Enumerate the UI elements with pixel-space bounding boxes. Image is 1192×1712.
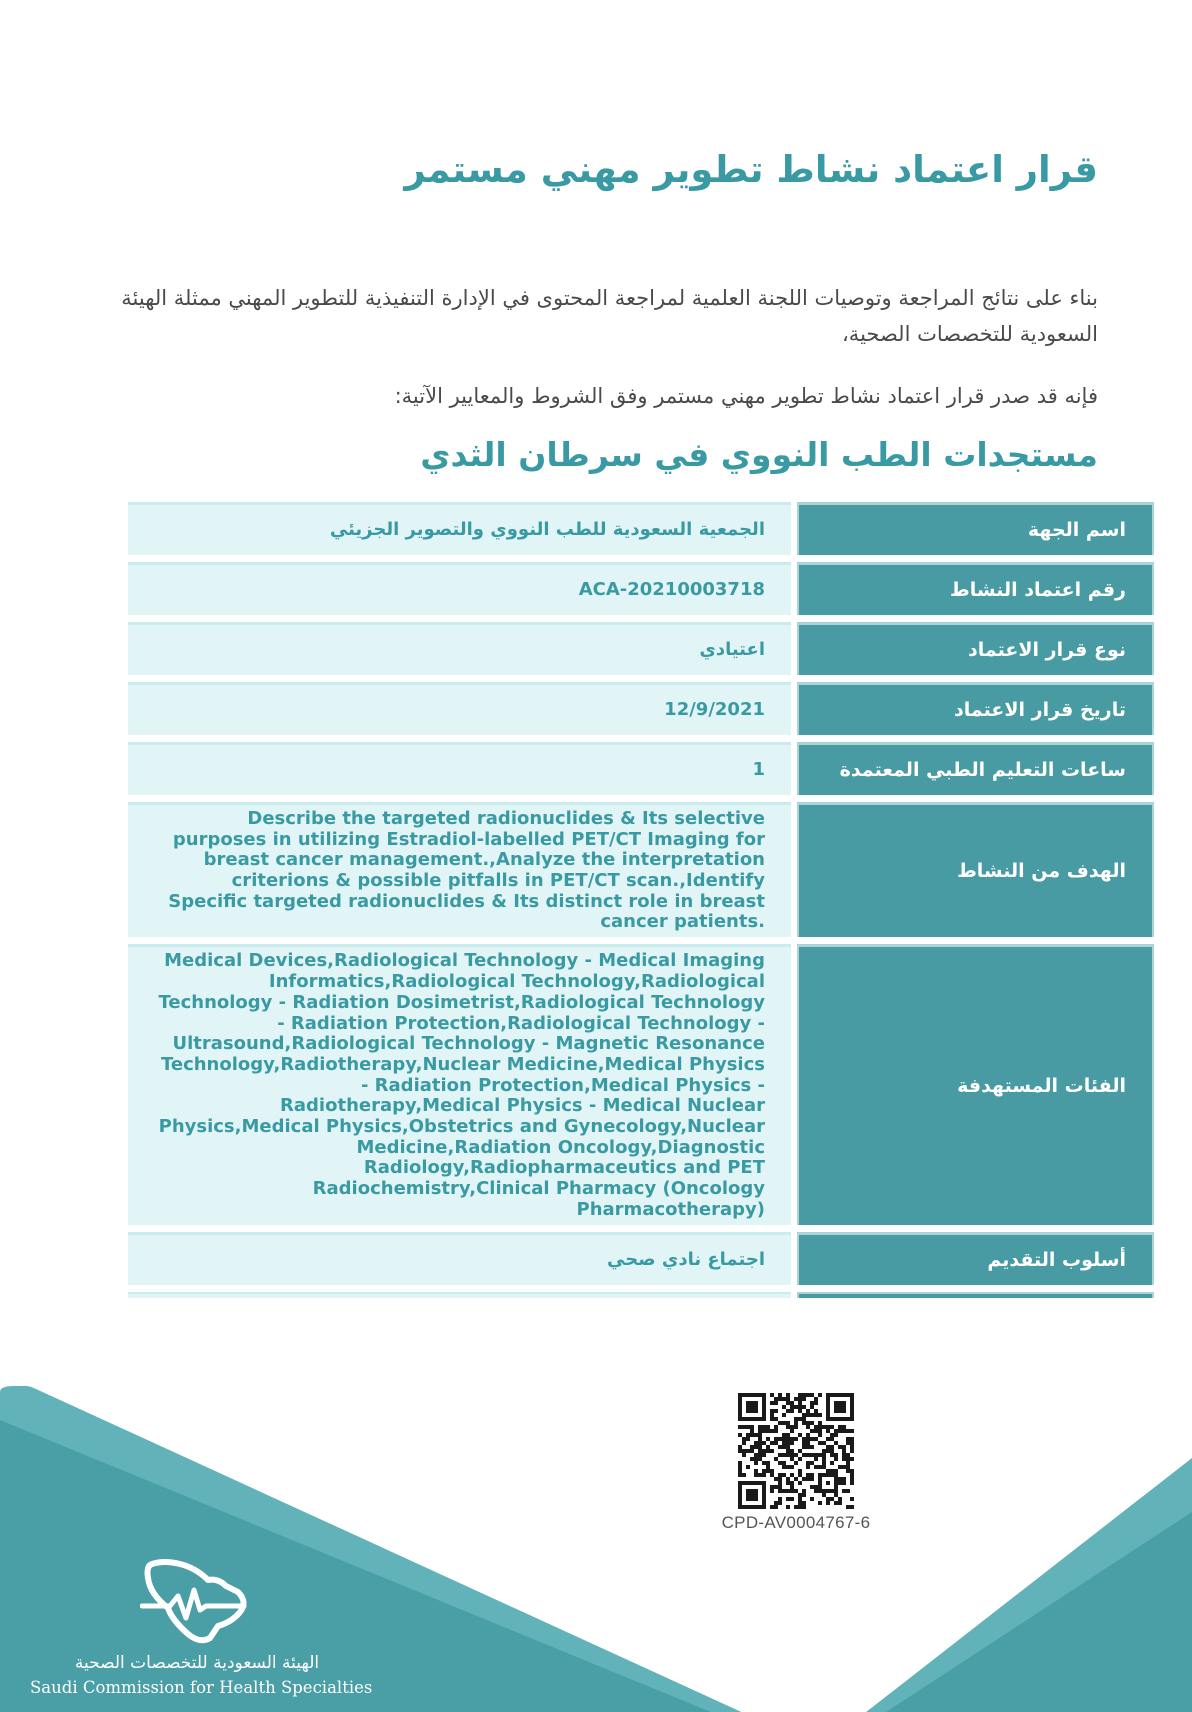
table-row [128,682,1154,735]
org-name-arabic: الهيئة السعودية للتخصصات الصحية [74,1653,320,1673]
details-label: ساعات التعليم الطبي المعتمدة [797,742,1154,795]
intro-decision: فإنه قد صدر قرار اعتماد نشاط تطوير مهني مستمر وفق الشروط والمعايير الآتية: [394,384,1098,408]
details-label: اسم الجهة [797,502,1154,555]
details-value: اعتيادي [128,622,791,675]
table-row [128,1232,1154,1285]
details-value: Describe the targeted radionuclides & Its selective purposes in utilizing Estradiol-labelled PET/CT Imaging for breast cancer management.,Analyze the interpretation criterions & possible pitfalls in PET/CT scan.,Identify Specific targeted radionuclides & Its distinct role in breast cancer patients. [128,802,791,937]
qr-code-icon [738,1393,854,1509]
details-value: Medical Devices,Radiological Technology - Medical Imaging Informatics,Radiological Technology,Radiological Technology - Radiation Dosimetrist,Radiological Technology - Radiation Protection,Radiological Technology - Ultrasound,Radiological Technology - Magnetic Resonance Technology,Radiotherapy,Nuclear Medicine,Medical Physics - Radiation Protection,Medical Physics - Radiotherapy,Medical Physics - Medical Nuclear Physics,Medical Physics,Obstetrics and Gynecology,Nuclear Medicine,Radiation Oncology,Diagnostic Radiology,Radiopharmaceutics and PET Radiochemistry,Clinical Pharmacy (Oncology Pharmacotherapy) [128,944,791,1225]
details-label: الهدف من النشاط [797,802,1154,937]
table-row [128,944,1154,1225]
table-row [128,622,1154,675]
details-label-stub [797,1292,1154,1298]
details-value: 1 [128,742,791,795]
details-value: ACA-20210003718 [128,562,791,615]
activity-title: مستجدات الطب النووي في سرطان الثدي [420,435,1098,474]
details-value: الجمعية السعودية للطب النووي والتصوير الجزيئي [128,502,791,555]
cpd-code: CPD-AV0004767-6 [721,1513,871,1532]
details-label: رقم اعتماد النشاط [797,562,1154,615]
page-title: قرار اعتماد نشاط تطوير مهني مستمر [404,148,1098,191]
table-row [128,562,1154,615]
org-name-english: Saudi Commission for Health Specialties [30,1678,373,1697]
details-label: أسلوب التقديم [797,1232,1154,1285]
details-label: تاريخ قرار الاعتماد [797,682,1154,735]
details-label: نوع قرار الاعتماد [797,622,1154,675]
details-label: الفئات المستهدفة [797,944,1154,1225]
details-value-stub [128,1292,791,1298]
details-table [128,502,1154,1305]
details-value: اجتماع نادي صحي [128,1232,791,1285]
details-value: 12/9/2021 [128,682,791,735]
table-row [128,502,1154,555]
intro-paragraph: بناء على نتائج المراجعة وتوصيات اللجنة العلمية لمراجعة المحتوى في الإدارة التنفيذية للتطوير المهني ممثلة الهيئة السعودية للتخصصات الصحية، [121,286,1098,346]
table-row-continuation [128,1292,1154,1298]
table-row [128,802,1154,937]
table-row [128,742,1154,795]
scfhs-logo-icon [140,1556,252,1648]
